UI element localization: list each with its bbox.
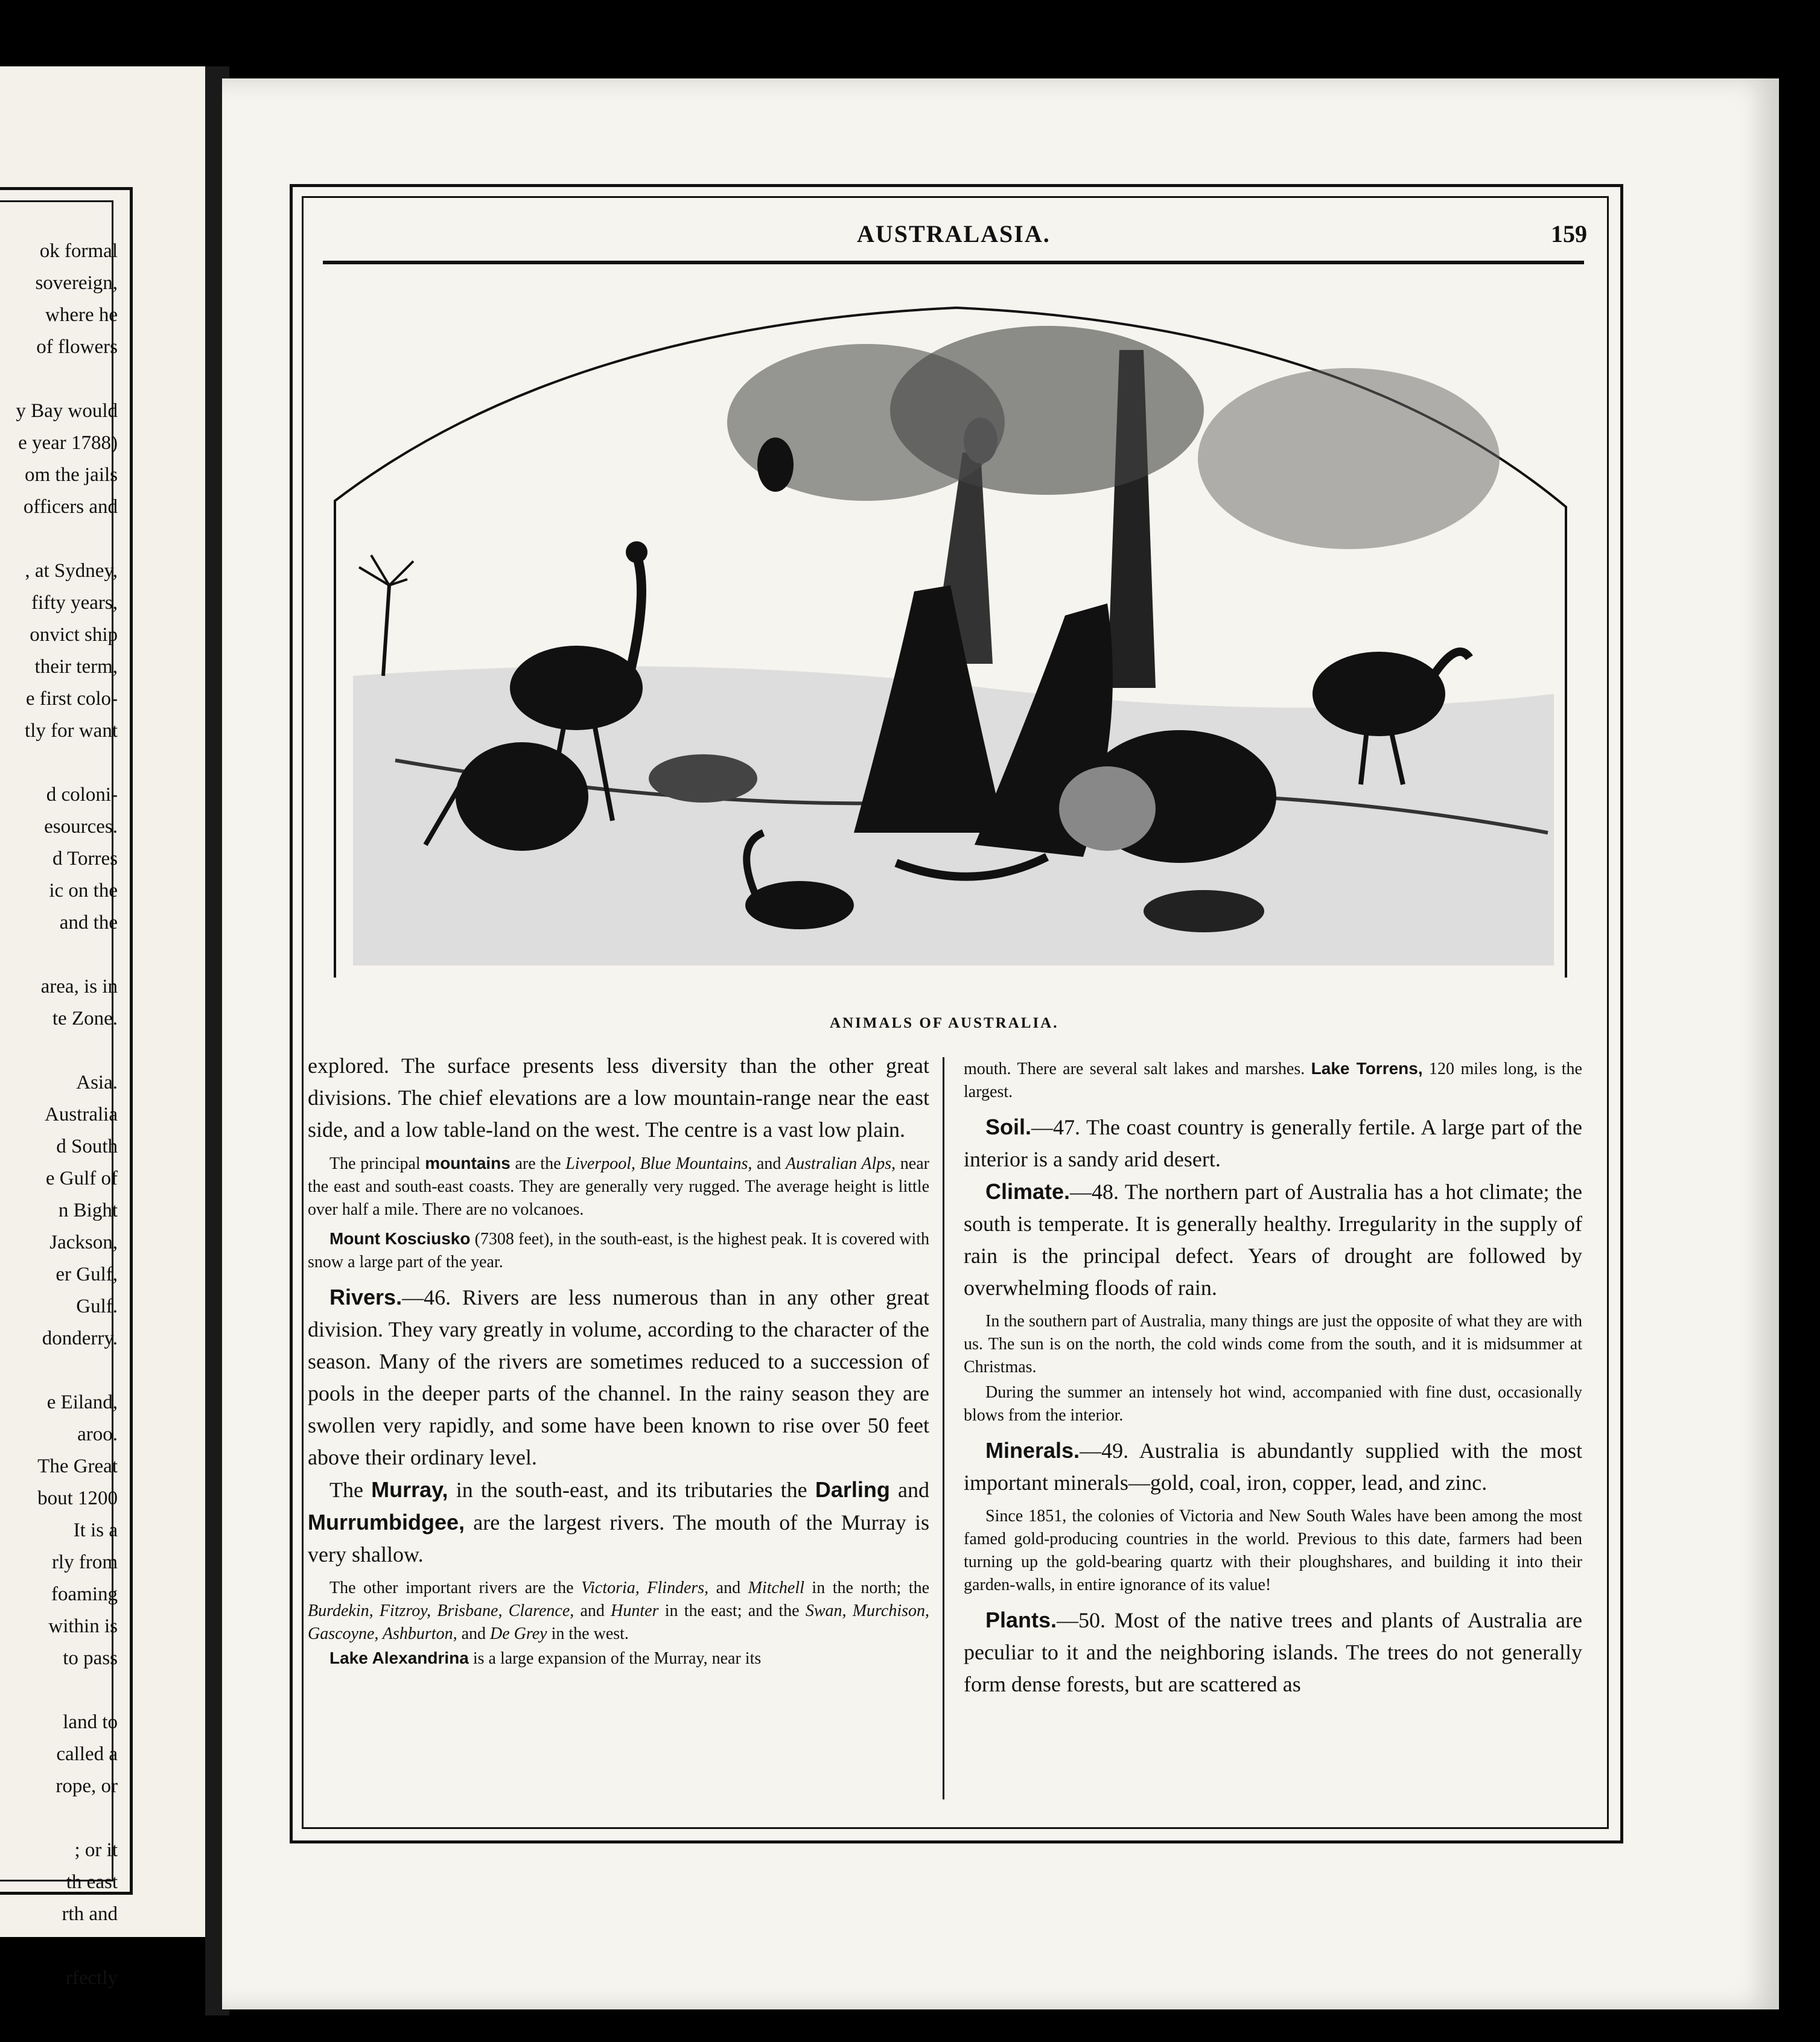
summer-note: During the summer an intensely hot wind, accompanied with fine dust, occasionally blows from the interior. (964, 1383, 1582, 1425)
right-column (964, 1057, 1582, 1700)
left-page-line: ic on the (49, 880, 118, 902)
left-page-line: area, is in (40, 976, 118, 997)
left-page-line: fifty years, (31, 592, 118, 614)
left-page-line: Asia. (76, 1072, 118, 1093)
left-page-line: er Gulf, (56, 1264, 118, 1285)
left-page-line: d Torres (52, 848, 118, 870)
left-page-text (0, 235, 118, 1994)
other-rivers-note: The other important rivers are the Victoria, Flinders, and Mitchell in the north; the Burdekin, Fitzroy, Brisbane, Clarence, and Hunter in the east; and the Swan, Murchison, Gascoyne, Ashburton, and De Grey in the west. (308, 1579, 930, 1643)
lake-alexandrina-note: Lake Alexandrina is a large expansion of the Murray, near its (329, 1649, 762, 1668)
climate-paragraph: Climate.—48. The northern part of Australia has a hot climate; the south is temperate. It is generally healthy. Irregularity in the supply of rain is the principal defect. Years of drought are followed by overwhelming floods of rain. (964, 1179, 1582, 1300)
plants-paragraph: Plants.—50. Most of the native trees and plants of Australia are peculiar to it and the neighboring islands. The trees do not generally form dense forests, but are scattered as (964, 1608, 1582, 1696)
left-page-line: onvict ship (30, 624, 118, 646)
surface-paragraph: explored. The surface presents less diversity than the other great divisions. The chief elevations are a low mountain-range near the east side, and a low table-land on the west. The centre is a vast low plain. (308, 1054, 929, 1142)
left-page-line: ; or it (74, 1839, 118, 1861)
left-page-line: land to (63, 1711, 118, 1733)
tree-left-icon (727, 326, 1500, 688)
left-page-line: d coloni- (46, 784, 118, 806)
left-page-line: sovereign, (35, 272, 118, 294)
gold-note: Since 1851, the colonies of Victoria and New South Wales have been among the most famed gold-producing countries in the world. Previous to this date, farmers had been turning up the gold-bearing quartz with their ploughshares, and building it into their garden-walls, in entire ignorance of its value! (964, 1507, 1582, 1594)
left-page-line: om the jails (25, 464, 118, 486)
left-page-line: their term, (34, 656, 118, 678)
left-page-line: rly from (51, 1551, 118, 1573)
minerals-paragraph: Minerals.—49. Australia is abundantly supplied with the most important minerals—gold, coal, iron, copper, lead, and zinc. (964, 1438, 1582, 1495)
left-page-line: Jackson, (49, 1232, 118, 1253)
kosciusko-note: Mount Kosciusko (7308 feet), in the south-east, is the highest peak. It is covered with snow a large part of the year. (308, 1229, 929, 1271)
left-page-line (0, 1802, 118, 1834)
left-page-line (0, 1035, 118, 1067)
left-page-line: Gulf. (76, 1296, 118, 1317)
left-page-line: donderry. (42, 1328, 118, 1349)
mountains-note: The principal mountains are the Liverpool, Blue Mountains, and Australian Alps, near the east and south-east coasts. They are generally very rugged. The average height is little over half a mile. There are no volcanoes. (308, 1154, 929, 1219)
murray-paragraph: The Murray, in the south-east, and its tributaries the Darling and Murrumbidgee, are the largest rivers. The mouth of the Murray is very shallow. (308, 1477, 930, 1566)
left-page-line: and the (59, 912, 118, 934)
left-page-line: tly for want (25, 720, 118, 742)
left-page-line: within is (48, 1615, 118, 1637)
left-page-line: bout 1200 (37, 1487, 118, 1509)
left-page-line: Australia (45, 1104, 118, 1125)
left-page-line: where he (45, 304, 118, 326)
left-page-line: to pass (63, 1647, 118, 1669)
left-page-line: e first colo- (25, 688, 118, 710)
left-page-line (0, 1675, 118, 1706)
left-page-line: , at Sydney, (25, 560, 118, 582)
left-page-line (0, 363, 118, 395)
palm-tree-icon (359, 555, 413, 676)
left-page-line: esources. (44, 816, 118, 838)
page-number: 159 (1551, 220, 1587, 247)
soil-paragraph: Soil.—47. The coast country is generally fertile. A large part of the interior is a sandy arid desert. (964, 1115, 1582, 1171)
left-page-line: It is a (73, 1519, 118, 1541)
left-page-line (0, 939, 118, 971)
left-page-line: y Bay would (16, 400, 118, 422)
left-page-line: called a (56, 1743, 118, 1765)
left-page-line: e Eiland, (46, 1392, 118, 1413)
left-page-line: rth and (62, 1903, 118, 1925)
rivers-paragraph: Rivers.—46. Rivers are less numerous than in any other great division. They vary greatly in volume, according to the character of the season. Many of the rivers are sometimes reduced to a succession of pools in the deeper parts of the channel. In the rainy season they are swollen very rapidly, and some have been known to rise over 50 feet above their ordinary level. (308, 1285, 929, 1469)
left-facing-page (0, 66, 214, 1989)
left-page-line: th east (66, 1871, 118, 1893)
left-page-line (0, 523, 118, 555)
illustration-caption: ANIMALS OF AUSTRALIA. (830, 1015, 1059, 1031)
left-page-line: te Zone. (52, 1008, 118, 1029)
left-page-line (0, 747, 118, 779)
animals-illustration (323, 302, 1584, 996)
column-rule (943, 1057, 944, 1799)
left-page-line: aroo. (77, 1423, 118, 1445)
left-column (308, 1050, 929, 1670)
left-page-line: The Great (37, 1455, 118, 1477)
left-page-line: of flowers (36, 336, 118, 358)
header-rule (323, 261, 1584, 264)
left-page-line: rope, or (56, 1775, 118, 1797)
left-page-line: e year 1788) (18, 432, 118, 454)
southern-note: In the southern part of Australia, many things are just the opposite of what they are with us. The sun is on the north, the cold winds come from the south, and it is midsummer at Christmas. (964, 1312, 1582, 1376)
left-page-line: e Gulf of (45, 1168, 118, 1189)
running-head: AUSTRALASIA. (857, 220, 1051, 247)
left-page-line: foaming (51, 1583, 118, 1605)
left-page-line (0, 1355, 118, 1387)
left-page-line (0, 1930, 118, 1962)
left-page-line: d South (56, 1136, 118, 1157)
left-page-line: n Bight (58, 1200, 118, 1221)
left-page-line: officers and (23, 496, 118, 518)
left-page-line: ok formal (39, 240, 118, 262)
left-page-line: rfectly (65, 1967, 118, 1989)
lake-torrens-note: mouth. There are several salt lakes and marshes. Lake Torrens, 120 miles long, is the largest. (964, 1059, 1582, 1101)
